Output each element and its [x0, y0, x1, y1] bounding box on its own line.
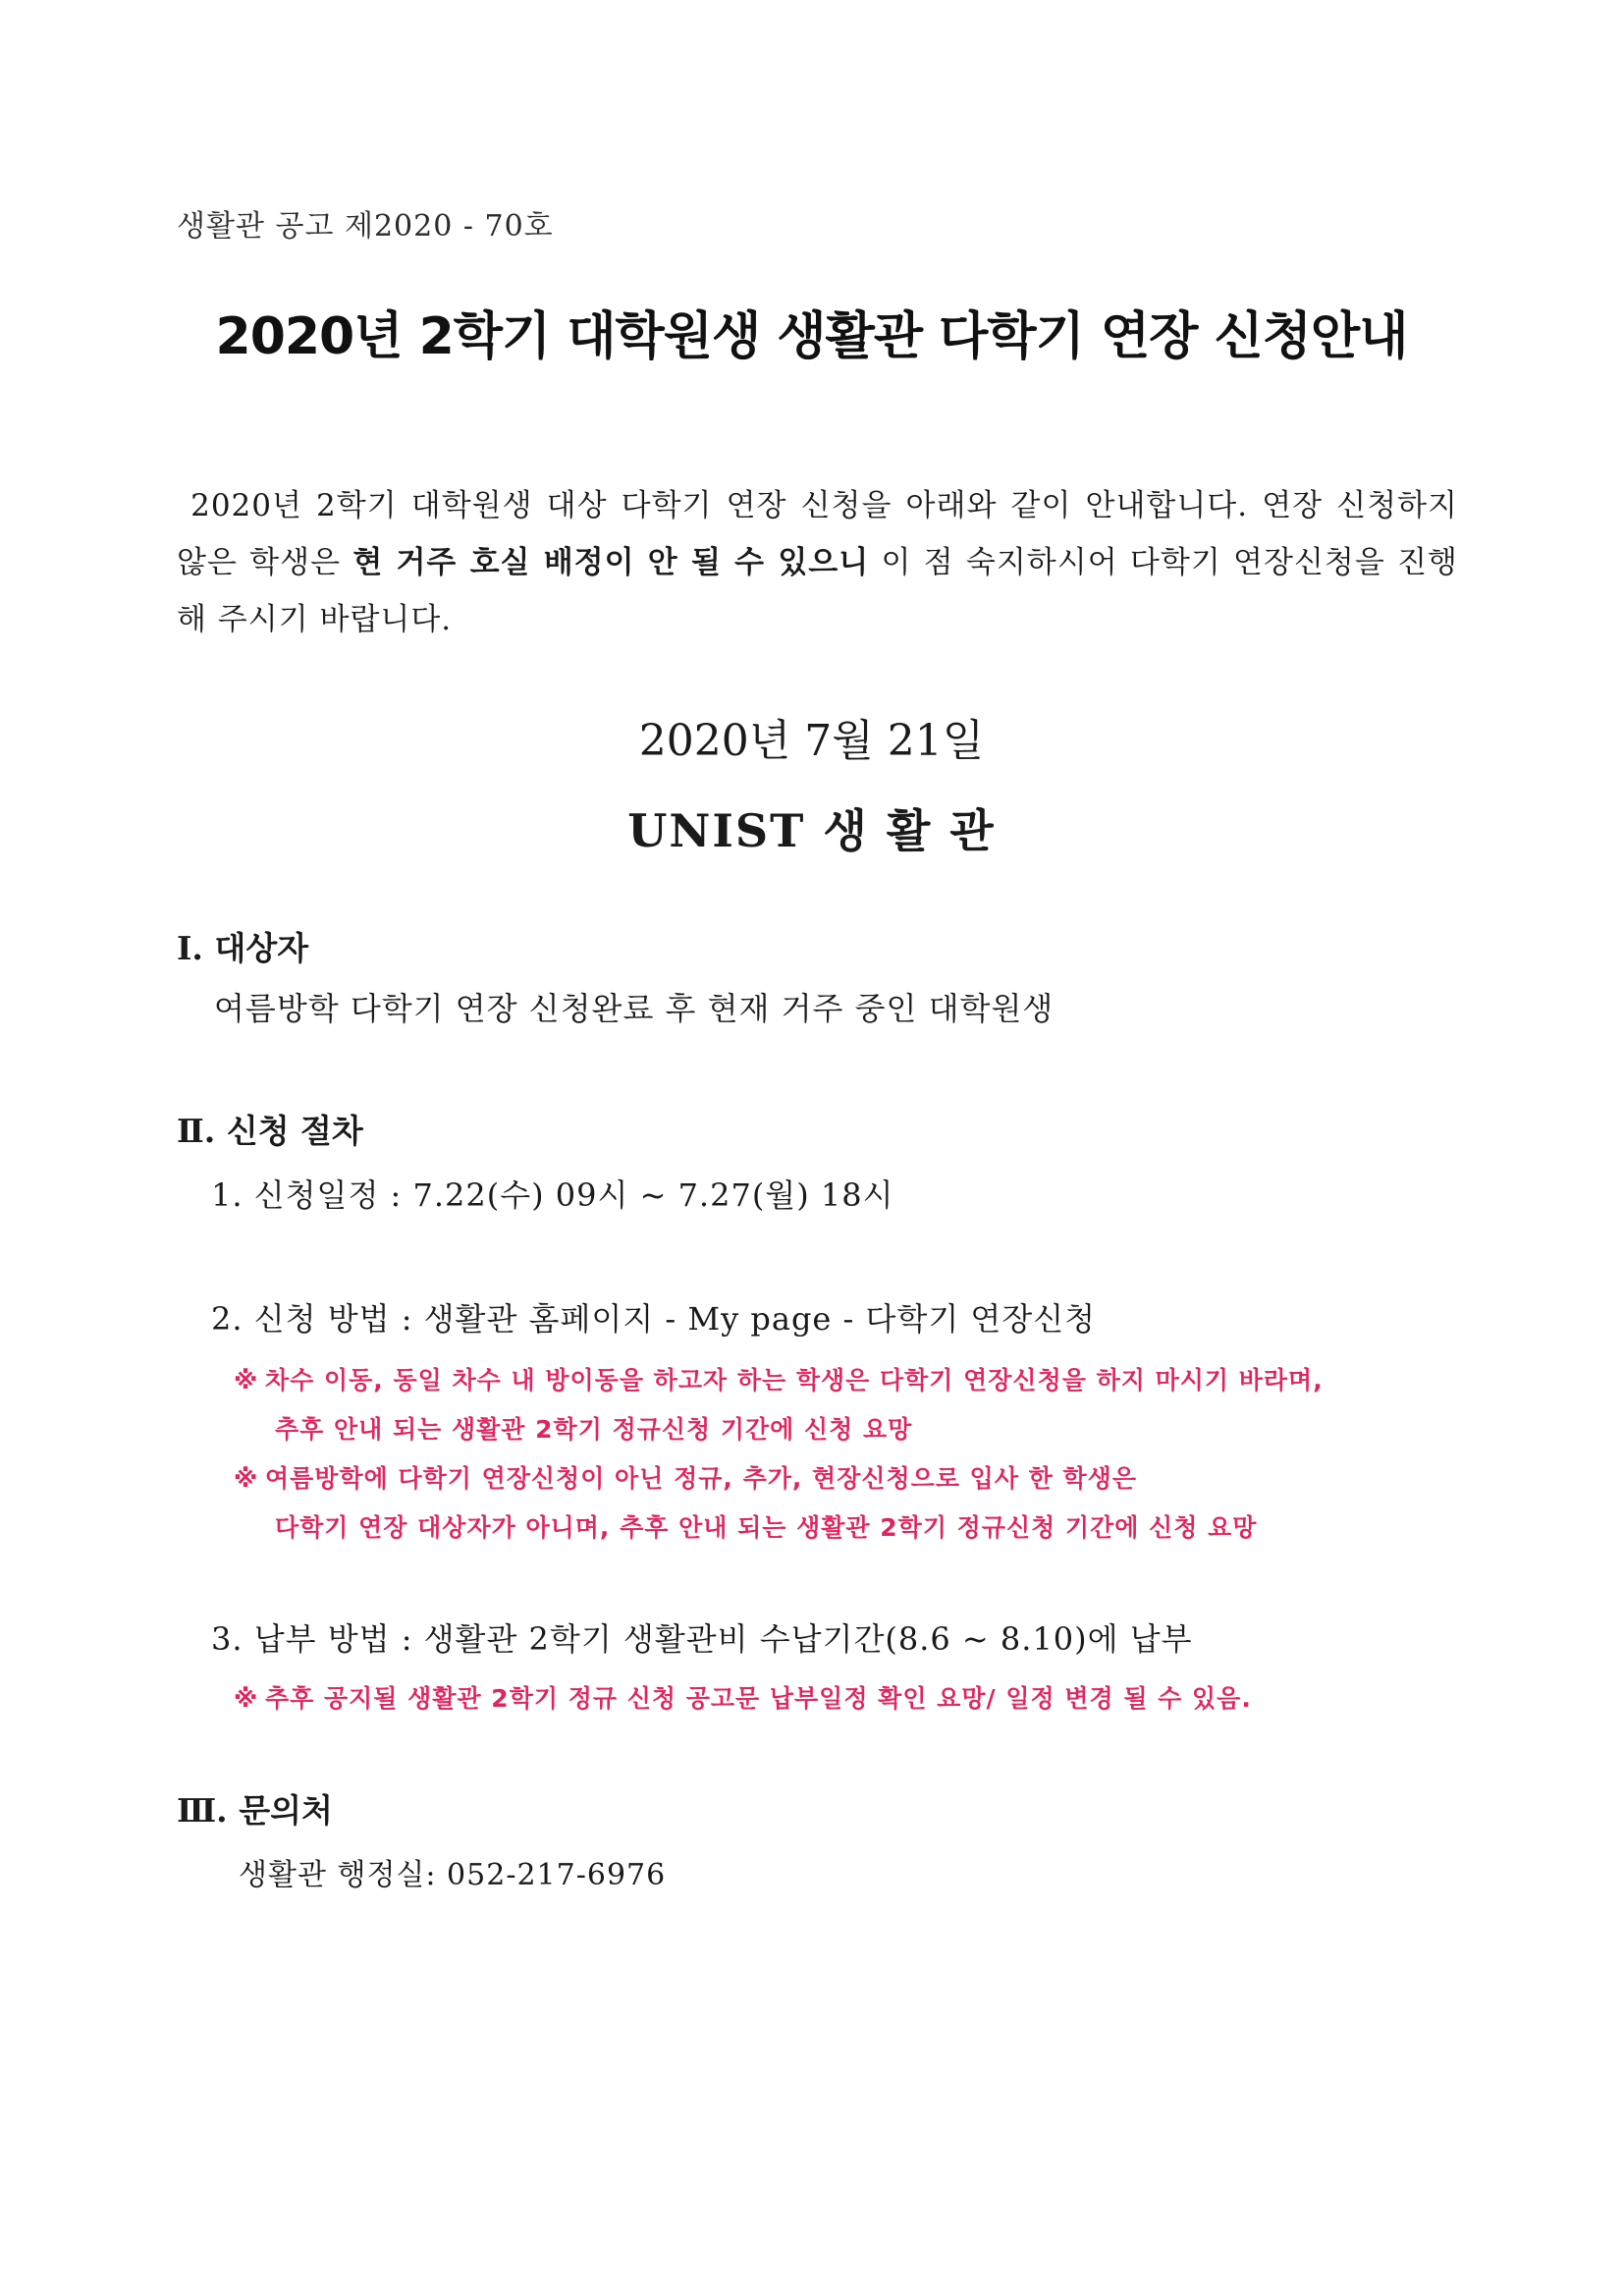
note-2-line-2: 다학기 연장 대상자가 아니며, 추후 안내 되는 생활관 2학기 정규신청 기간에 신청 요망 — [275, 1513, 1258, 1542]
section-1-heading — [177, 923, 308, 969]
schedule-item: 1. 신청일정 : 7.22(수) 09시 ~ 7.27(월) 18시 — [211, 1176, 894, 1214]
note-mark: ※ — [234, 1366, 259, 1394]
section-2-numeral: Ⅱ. — [177, 1112, 216, 1150]
section-3-numeral: Ⅲ. — [177, 1791, 228, 1830]
note-1-line-2: 추후 안내 되는 생활관 2학기 정규신청 기간에 신청 요망 — [275, 1415, 913, 1444]
section-2-title: 신청 절차 — [226, 1112, 363, 1150]
document-title: 2020년 2학기 대학원생 생활관 다학기 연장 신청안내 — [215, 307, 1408, 366]
intro-paragraph — [177, 477, 1458, 648]
section-1-title: 대상자 — [214, 929, 309, 967]
note-1-line-1: ※ 차수 이동, 동일 차수 내 방이동을 하고자 하는 학생은 다학기 연장신청을 하지 마시기 바라며, — [234, 1366, 1324, 1394]
intro-text-2: 이 점 숙지하시어 다학기 연장신청을 진행해 주시기 바랍니다. — [177, 545, 1458, 637]
notice-date: 2020년 7월 21일 — [638, 716, 985, 766]
section-1-numeral: Ⅰ. — [177, 929, 203, 967]
contact-info: 생활관 행정실: 052-217-6976 — [239, 1858, 667, 1892]
note-3: ※ 추후 공지될 생활관 2학기 정규 신청 공고문 납부일정 확인 요망/ 일정 변경 될 수 있음. — [234, 1684, 1252, 1713]
note-mark: ※ — [234, 1464, 259, 1493]
organization-name: UNIST 생 활 관 — [627, 804, 996, 857]
method-item: 2. 신청 방법 : 생활관 홈페이지 - My page - 다학기 연장신청 — [211, 1300, 1097, 1338]
section-3-title: 문의처 — [239, 1791, 333, 1830]
section-3-heading — [177, 1785, 333, 1831]
note-mark: ※ — [234, 1684, 259, 1713]
section-2-heading — [177, 1106, 363, 1152]
payment-item: 3. 납부 방법 : 생활관 2학기 생활관비 수납기간(8.6 ~ 8.10)에 납부 — [211, 1620, 1193, 1658]
note-2-line-1: ※ 여름방학에 다학기 연장신청이 아닌 정규, 추가, 현장신청으로 입사 한 학생은 — [234, 1464, 1137, 1493]
section-1-text: 여름방학 다학기 연장 신청완료 후 현재 거주 중인 대학원생 — [214, 990, 1055, 1027]
notice-number: 생활관 공고 제2020 - 70호 — [177, 209, 554, 244]
intro-emphasis: 현 거주 호실 배정이 안 될 수 있으니 — [352, 545, 870, 580]
intro-text-1: 2020년 2학기 대학원생 대상 다학기 연장 신청을 아래와 같이 안내합니다. 연장 신청하지 않은 학생은 — [177, 488, 1458, 580]
